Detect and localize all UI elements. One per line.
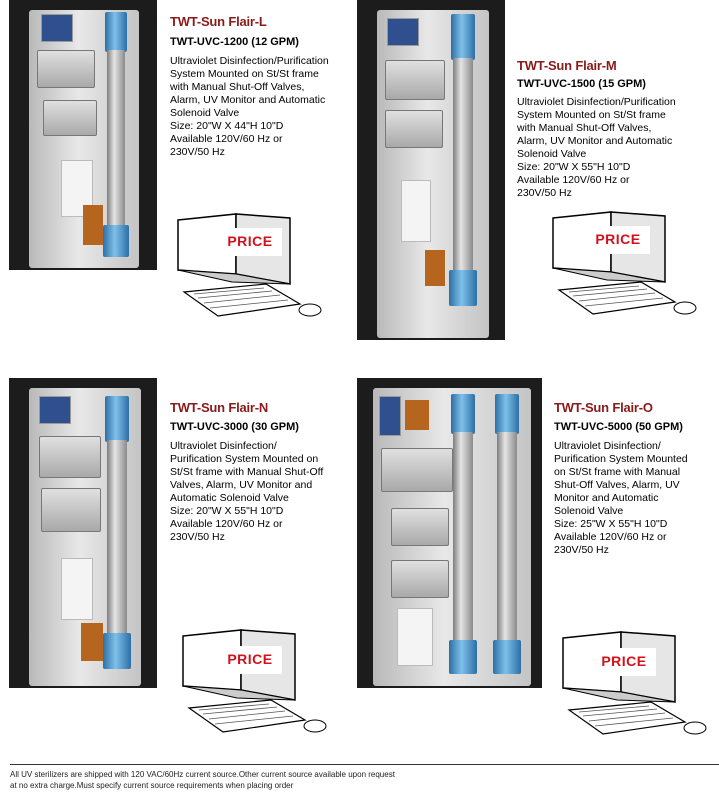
product-title: TWT-Sun Flair-L — [170, 14, 267, 29]
product-title: TWT-Sun Flair-O — [554, 400, 653, 415]
warning-label — [397, 608, 433, 666]
logo-plate — [387, 18, 419, 46]
logo-plate — [41, 14, 73, 42]
ballast-box-2 — [391, 560, 449, 598]
product-title: TWT-Sun Flair-M — [517, 58, 617, 73]
ballast-box-1 — [391, 508, 449, 546]
footer-divider — [10, 764, 719, 765]
lamp-cap-top-2 — [495, 394, 519, 434]
price-button[interactable]: PRICE — [592, 648, 656, 676]
product-size: Size: 25"W X 55"H 10"D — [554, 518, 668, 530]
product-model: TWT-UVC-3000 (30 GPM) — [170, 421, 299, 433]
lamp-cap-bottom — [103, 633, 131, 669]
price-button[interactable]: PRICE — [218, 228, 282, 256]
product-size: Size: 20"W X 44"H 10"D — [170, 120, 284, 132]
price-button[interactable]: PRICE — [218, 646, 282, 674]
uv-chamber — [453, 58, 473, 278]
product-photo-l — [9, 0, 157, 270]
solenoid-valve — [405, 400, 429, 430]
lamp-cap-bottom-1 — [449, 640, 477, 674]
ballast-box — [41, 488, 101, 532]
uv-monitor-box — [385, 60, 445, 100]
lamp-cap-top — [451, 14, 475, 60]
product-photo-m — [357, 0, 505, 340]
product-title: TWT-Sun Flair-N — [170, 400, 269, 415]
lamp-cap-bottom-2 — [493, 640, 521, 674]
product-description: Ultraviolet Disinfection/Purification System Mounted on St/St frame with Manual Shut-Off Valves, Alarm, UV Monitor and Automatic Solenoid Valve Size: 20"W X 55"H 10"D Available 120V/60 Hz or 230V/50 Hz — [517, 96, 676, 199]
solenoid-valve — [425, 250, 445, 286]
ballast-box — [43, 100, 97, 136]
warning-label — [61, 558, 93, 620]
lamp-cap-top — [105, 12, 127, 52]
product-description: Ultraviolet Disinfection/ Purification System Mounted on St/St frame with Manual Shut-Off Valves, Alarm, UV Monitor and Automatic Solenoid Valve Size: 25"W X 55"H 10"D Available 120V/60 Hz or 230V/50 Hz — [554, 440, 688, 556]
product-size: Size: 20"W X 55"H 10"D — [170, 505, 284, 517]
product-description: Ultraviolet Disinfection/ Purification System Mounted on St/St frame with Manual Shut-Off Valves, Alarm, UV Monitor and Automatic Solenoid Valve Size: 20"W X 55"H 10"D Available 120V/60 Hz or 230V/50 Hz — [170, 440, 324, 543]
lamp-cap-top — [105, 396, 129, 442]
warning-label — [401, 180, 431, 242]
uv-monitor-box — [381, 448, 453, 492]
uv-monitor-box — [37, 50, 95, 88]
product-model: TWT-UVC-1200 (12 GPM) — [170, 36, 299, 48]
ballast-box — [385, 110, 443, 148]
uv-chamber — [107, 440, 127, 640]
logo-plate — [39, 396, 71, 424]
product-photo-n — [9, 378, 157, 688]
product-photo-o — [357, 378, 542, 688]
lamp-cap-top-1 — [451, 394, 475, 434]
lamp-cap-bottom — [103, 225, 129, 257]
product-model: TWT-UVC-5000 (50 GPM) — [554, 421, 683, 433]
product-size: Size: 20"W X 55"H 10"D — [517, 161, 631, 173]
price-button[interactable]: PRICE — [586, 226, 650, 254]
product-description: Ultraviolet Disinfection/Purification System Mounted on St/St frame with Manual Shut-Off Valves, Alarm, UV Monitor and Automatic Solenoid Valve Size: 20"W X 44"H 10"D Available 120V/60 Hz or 230V/50 Hz — [170, 55, 329, 158]
uv-chamber — [107, 50, 125, 230]
product-model: TWT-UVC-1500 (15 GPM) — [517, 78, 646, 90]
lamp-cap-bottom — [449, 270, 477, 306]
uv-chamber-2 — [497, 432, 517, 642]
shipping-footnote: All UV sterilizers are shipped with 120 VAC/60Hz current source.Other current source available upon request at no extra charge.Must specify current source requirements when placing order — [10, 770, 395, 790]
uv-monitor-box — [39, 436, 101, 478]
solenoid-valve — [83, 205, 103, 245]
logo-plate — [379, 396, 401, 436]
uv-chamber-1 — [453, 432, 473, 642]
solenoid-valve — [81, 623, 103, 661]
